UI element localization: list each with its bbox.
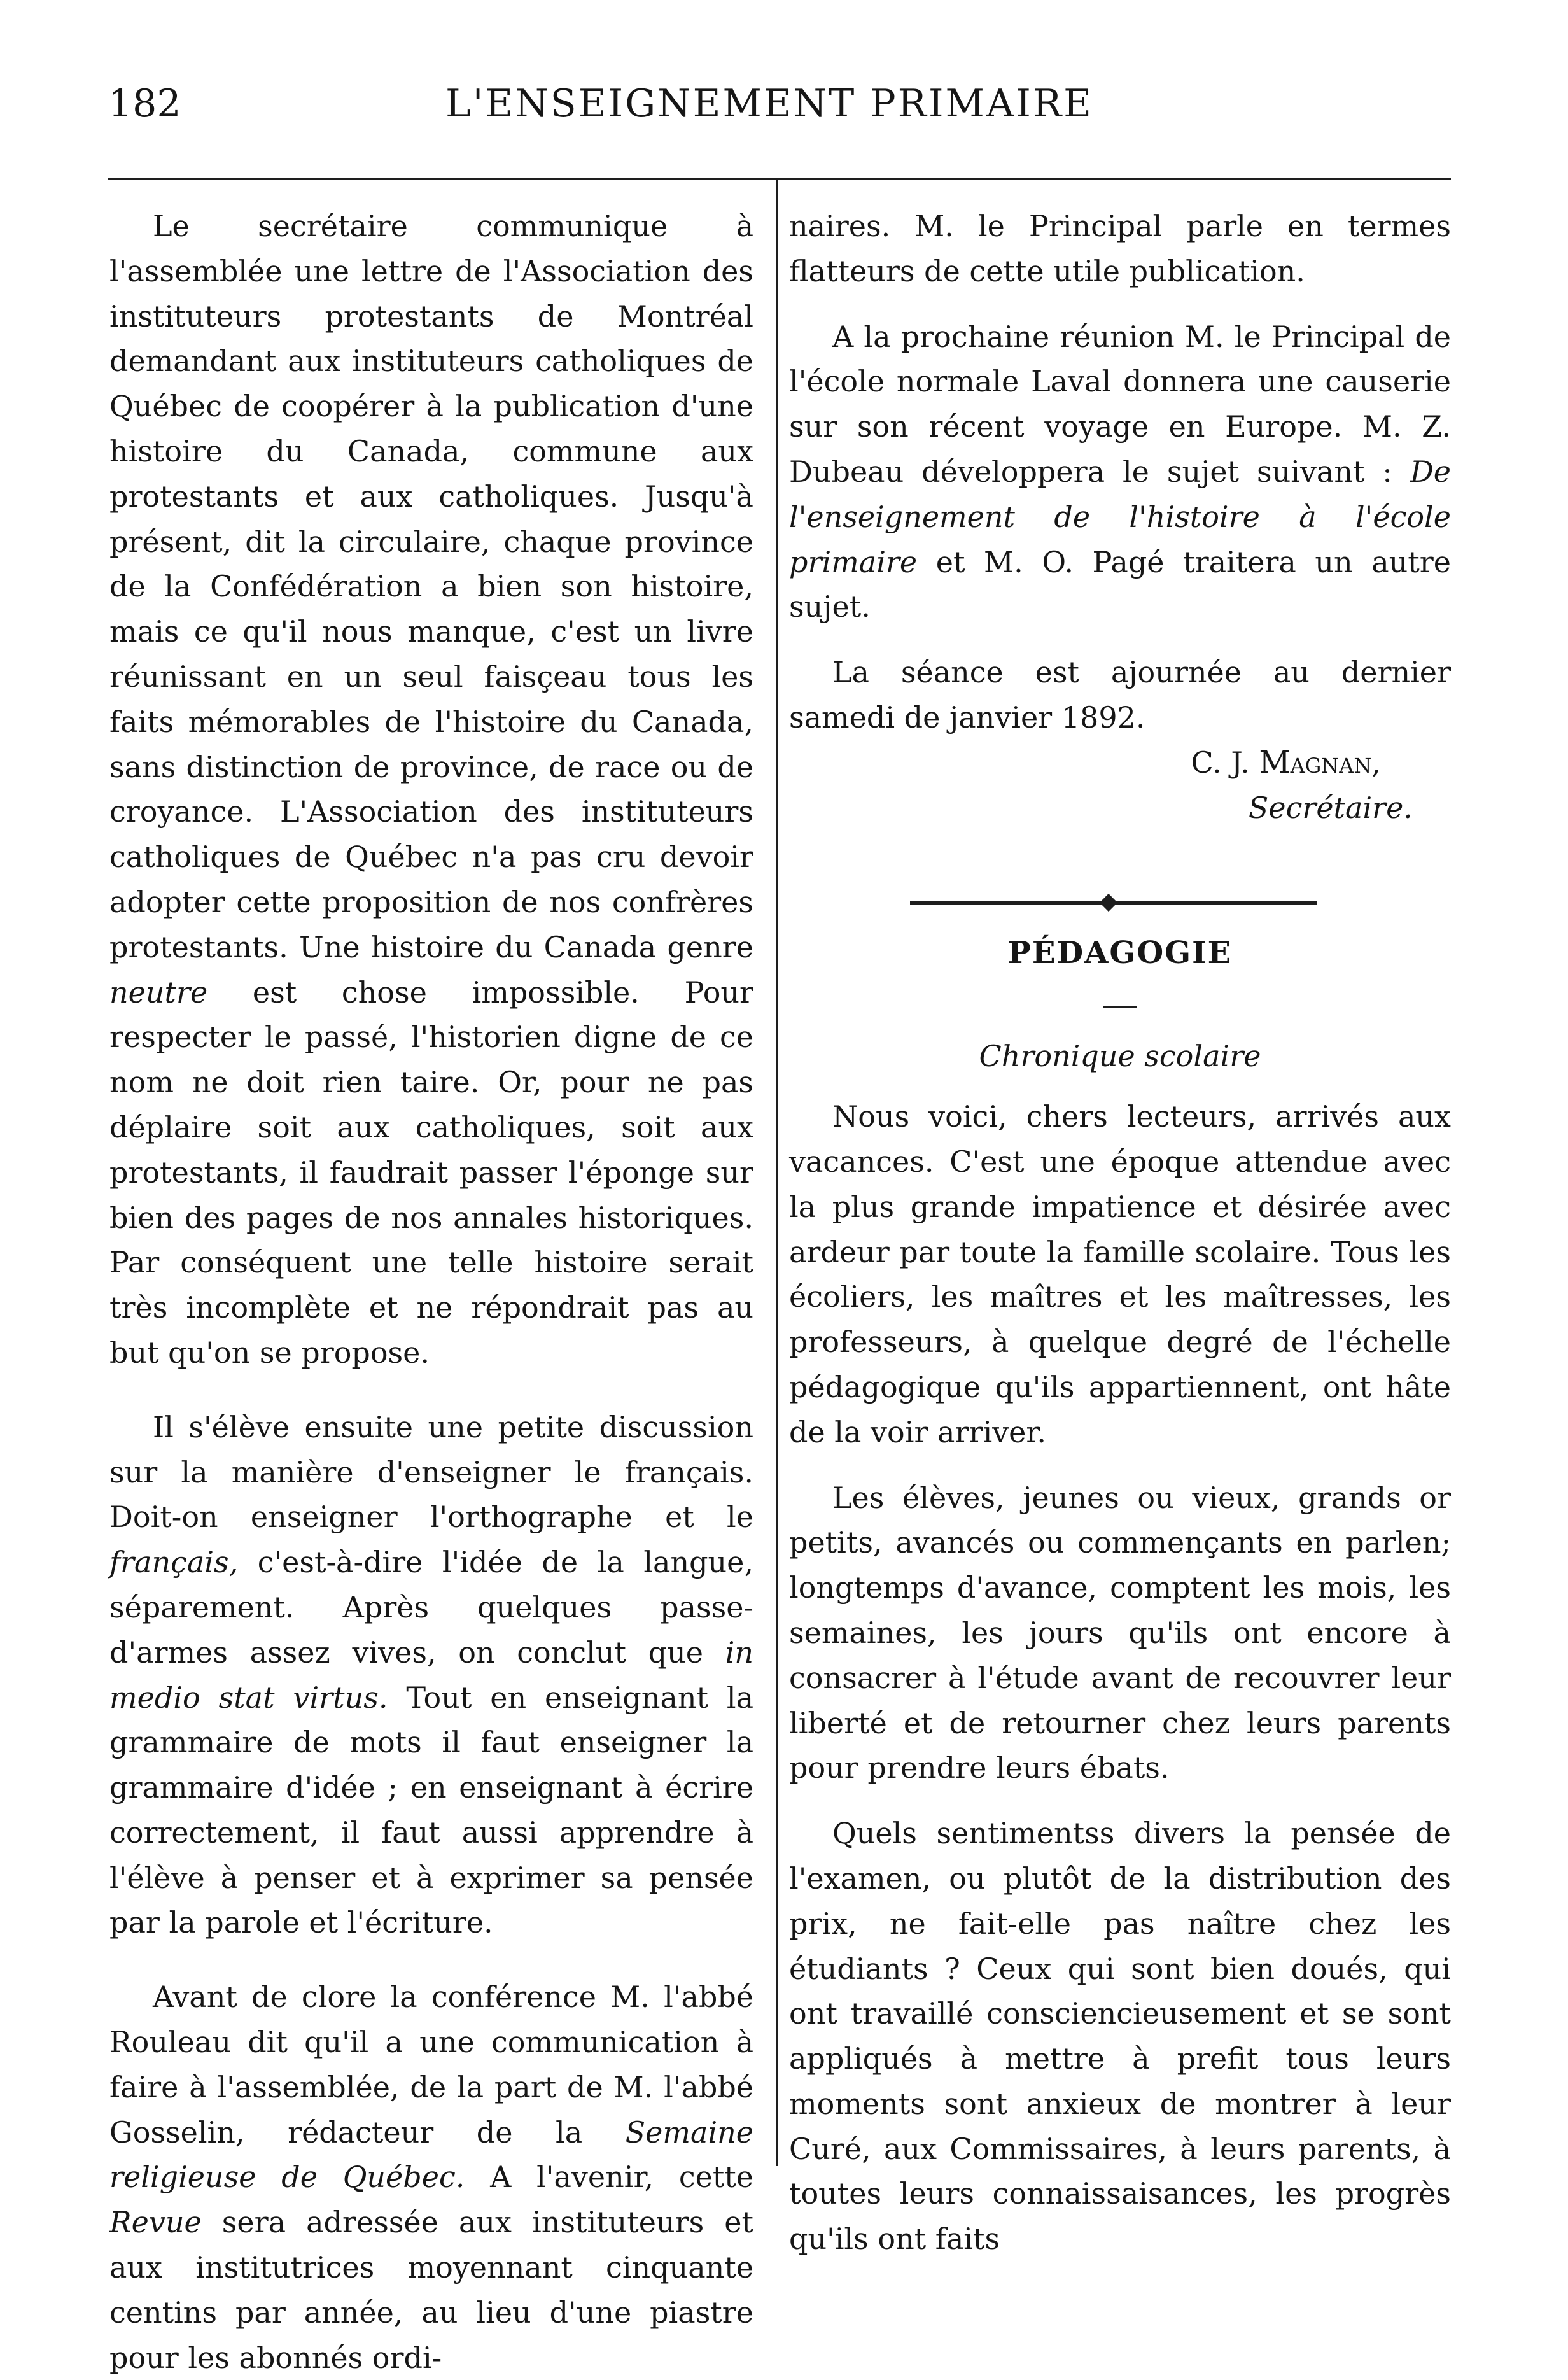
running-title: L'ENSEIGNEMENT PRIMAIRE (445, 81, 1093, 126)
section-title: PÉDAGOGIE (1007, 935, 1233, 971)
ornament-diamond-icon (1100, 894, 1117, 912)
paragraph-adjournment: La séance est ajournée au dernier samedi de janvier 1892. (789, 655, 1451, 735)
signature-name: C. J. Magnan, (1191, 744, 1381, 780)
section-dash (1103, 1006, 1137, 1008)
paragraph-eleves: Les élèves, jeunes ou vieux, grands or petits, avancés ou commençants en parlen; longtemps d'avance, comptent les mois, les semaines, les jours qu'ils ont encore à consacrer à l'étude avant de recouvrer leur liberté et de retourner chez leurs parents pour prendre leurs ébats. (789, 1480, 1451, 1785)
ornamental-divider (789, 830, 1451, 926)
signature-role: Secrétaire. (1248, 790, 1413, 825)
running-head (108, 81, 1457, 145)
section-subtitle: Chronique scolaire (979, 1039, 1261, 1074)
left-column (109, 204, 753, 2380)
right-column (789, 204, 1451, 2262)
paragraph-vacances: Nous voici, chers lecteurs, arrivés aux vacances. C'est une époque attendue avec la plus grande impatience et désirée avec ardeur par toute la famille scolaire. Tous les écoliers, les maîtres et les maîtresses, les professeurs, à quelque degré de l'échelle pédagogique qu'ils appartiennent, ont hâte de la voir arriver. (789, 1099, 1451, 1449)
paragraph-semaine-religieuse: Avant de clore la conférence M. l'abbé Rouleau dit qu'il a une communication à faire à l'assemblée, de la part de M. l'abbé Gosselin, rédacteur de la Semaine religieuse de Québec. A l'avenir, cette Revue sera adressée aux instituteurs et aux institutrices moyennant cinquante centins par année, au lieu d'une piastre pour les abonnés ordi- (109, 1980, 754, 2375)
header-rule (108, 178, 1451, 180)
paragraph-french-discussion: Il s'élève ensuite une petite discussion sur la manière d'enseigner le français. Doit-on enseigner l'orthographe et le français, c'est-à-dire l'idée de la langue, séparement. Après quelques passe-d'armes assez vives, on conclut que in medio stat virtus. Tout en enseignant la grammaire de mots il faut enseigner la grammaire d'idée ; en enseignant à écrire correctement, il faut aussi apprendre à l'élève à penser et à exprimer sa pensée par la parole et l'écriture. (109, 1409, 754, 1940)
paragraph-next-meeting: A la prochaine réunion M. le Principal de l'école normale Laval donnera une causerie sur son récent voyage en Europe. M. Z. Dubeau développera le sujet suivant : De l'enseignement de l'histoire à l'école primaire et M. O. Pagé traitera un autre sujet. (789, 319, 1452, 624)
page-number: 182 (108, 81, 181, 126)
paragraph-sentiments: Quels sentimentss divers la pensée de l'examen, ou plutôt de la distribution des prix, ne fait-elle pas naître chez les étudiants ? Ceux qui sont bien doués, qui ont travaillé consciencieusement et se sont appliqués à mettre à prefit tous leurs moments sont anxieux de montrer à leur Curé, aux Commissaires, à leurs parents, à toutes leurs connaissaisances, les progrès qu'ils ont faits (789, 1816, 1451, 2257)
paragraph-association-letter: Le secrétaire communique à l'assemblée une lettre de l'Association des instituteurs protestants de Montréal demandant aux instituteurs catholiques de Québec de coopérer à la publication d'une histoire du Canada, commune aux protestants et aux catholiques. Jusqu'à présent, dit la circulaire, chaque province de la Confédération a bien son histoire, mais ce qu'il nous manque, c'est un livre réunissant en un seul faisçeau tous les faits mémorables de l'histoire du Canada, sans distinction de province, de race ou de croyance. L'Association des instituteurs catholiques de Québec n'a pas cru devoir adopter cette proposition de nos confrères protestants. Une histoire du Canada genre neutre est chose impossible. Pour respecter le passé, l'historien digne de ce nom ne doit rien taire. Or, pour ne pas déplaire soit aux catholiques, soit aux protestants, il faudrait passer l'éponge sur bien des pages de nos annales historiques. Par conséquent une telle histoire serait très incomplète et ne répondrait pas au but qu'on se propose. (109, 209, 753, 1370)
paragraph-continuation: naires. M. le Principal parle en termes flatteurs de cette utile publication. (789, 209, 1451, 288)
column-divider (776, 180, 778, 2166)
